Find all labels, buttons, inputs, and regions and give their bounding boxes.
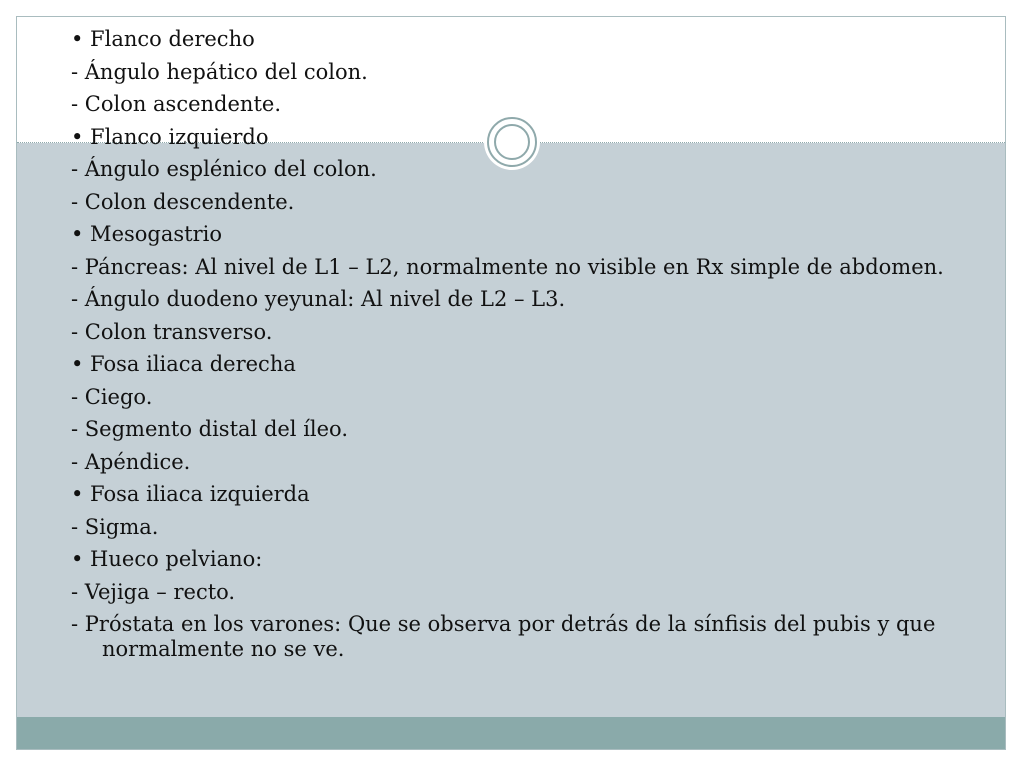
slide-body-list [71,27,971,670]
list-item: - Apéndice. [71,449,191,474]
list-item: • Hueco pelviano: [71,547,263,571]
list-item: - Segmento distal del íleo. [71,417,349,441]
list-item: - Próstata en los varones: Que se observa por detrás de la sínfisis del pubis y que normalmente no se ve. [71,612,936,661]
list-item: - Ángulo esplénico del colon. [71,157,377,181]
list-item: - Ángulo hepático del colon. [71,59,368,84]
list-item: • Fosa iliaca derecha [71,352,296,376]
slide-footer-band [17,717,1005,750]
list-item: - Vejiga – recto. [71,579,236,604]
list-item: • Mesogastrio [71,222,222,246]
list-item: - Páncreas: Al nivel de L1 – L2, normalmente no visible en Rx simple de abdomen. [71,254,944,279]
list-item: - Colon transverso. [71,319,273,344]
list-item: • Flanco izquierdo [71,124,269,149]
list-item: - Ángulo duodeno yeyunal: Al nivel de L2 – L3. [71,287,566,311]
list-item: - Colon descendente. [71,189,295,214]
list-item: - Ciego. [71,384,153,409]
list-item: • Fosa iliaca izquierda [71,482,310,506]
slide [16,16,1006,750]
list-item: - Colon ascendente. [71,92,281,116]
list-item: • Flanco derecho [71,27,255,51]
list-item: - Sigma. [71,514,159,539]
